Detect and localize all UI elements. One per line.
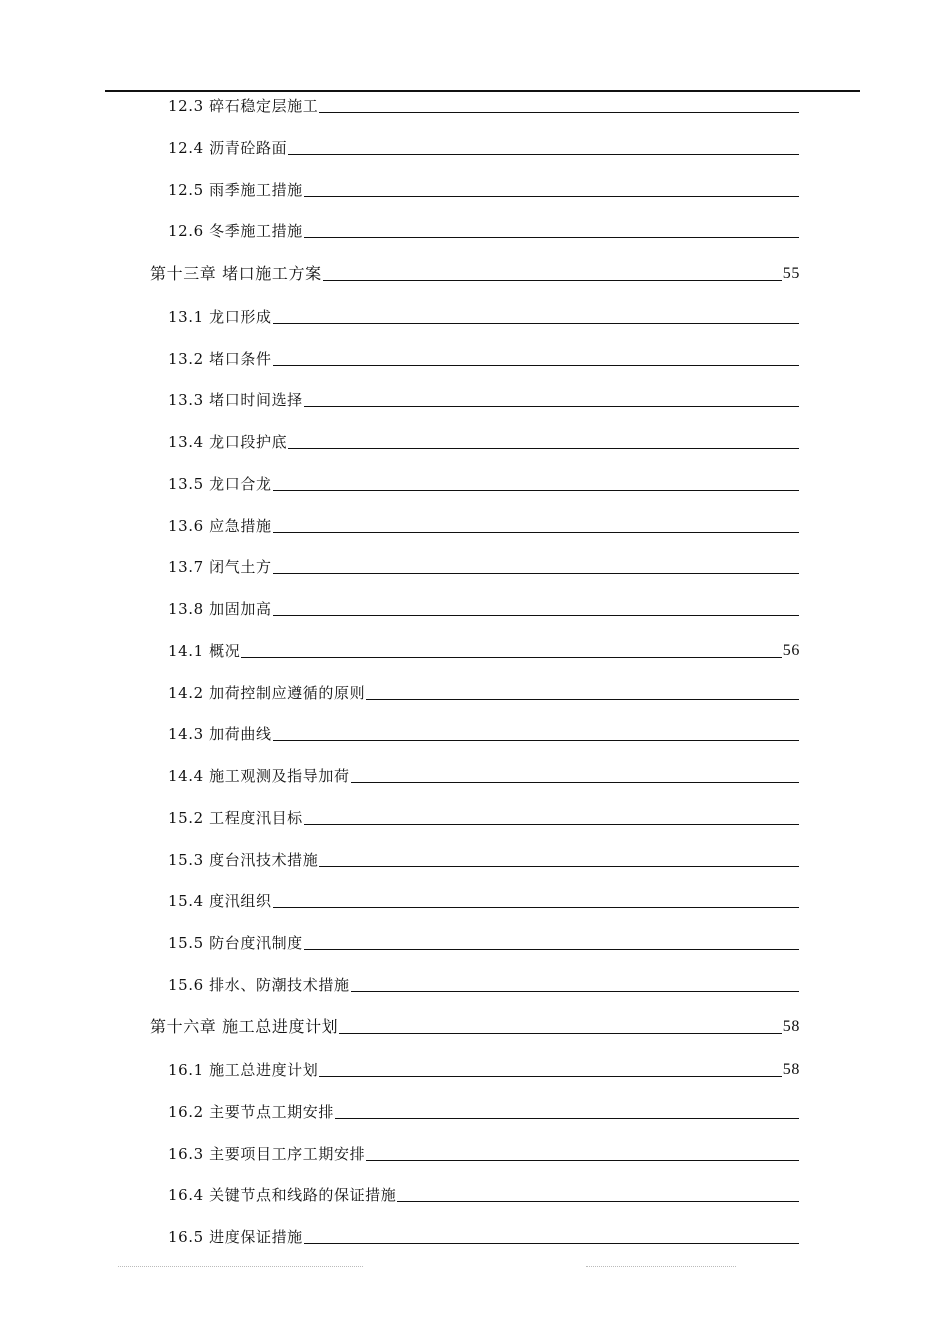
- toc-entry-label: 13.1 龙口形成: [168, 308, 272, 326]
- toc-leader: [304, 195, 799, 197]
- toc-entry[interactable]: [168, 344, 800, 368]
- toc-entry[interactable]: [168, 302, 800, 326]
- toc-entry-page: 58: [782, 1018, 800, 1035]
- toc-leader: [304, 948, 799, 950]
- toc-entry-label: 15.4 度汛组织: [168, 892, 272, 910]
- toc-entry-label: 16.4 关键节点和线路的保证措施: [168, 1186, 397, 1204]
- toc-entry-label: 16.1 施工总进度计划: [168, 1061, 319, 1079]
- toc-leader: [273, 489, 799, 491]
- toc-leader: [319, 1075, 781, 1077]
- toc-chapter-entry[interactable]: [150, 1012, 800, 1036]
- toc-entry-label: 16.3 主要项目工序工期安排: [168, 1145, 366, 1163]
- toc-entry[interactable]: [168, 133, 800, 157]
- toc-leader: [304, 405, 799, 407]
- toc-entry[interactable]: [168, 91, 800, 115]
- toc-entry-label: 14.3 加荷曲线: [168, 725, 272, 743]
- toc-leader: [273, 572, 799, 574]
- toc-entry[interactable]: [168, 511, 800, 535]
- toc-entry-label: 13.3 堵口时间选择: [168, 391, 303, 409]
- toc-entry-label: 14.2 加荷控制应遵循的原则: [168, 684, 366, 702]
- toc-leader: [241, 656, 781, 658]
- toc-entry[interactable]: [168, 970, 800, 994]
- toc-entry-label: 13.7 闭气土方: [168, 558, 272, 576]
- toc-entry[interactable]: [168, 886, 800, 910]
- toc-leader: [304, 1242, 799, 1244]
- toc-entry-label: 13.2 堵口条件: [168, 350, 272, 368]
- toc-entry[interactable]: [168, 1097, 800, 1121]
- toc-entry[interactable]: [168, 803, 800, 827]
- toc-entry[interactable]: [168, 552, 800, 576]
- footer-dotted-rule-left: [118, 1266, 363, 1267]
- toc-entry-label: 12.6 冬季施工措施: [168, 222, 303, 240]
- toc-leader: [335, 1117, 799, 1119]
- toc-leader: [351, 990, 799, 992]
- toc-leader: [273, 906, 799, 908]
- footer-dotted-rule-right: [586, 1266, 736, 1267]
- toc-entry[interactable]: [168, 427, 800, 451]
- toc-entry-label: 14.1 概况: [168, 642, 241, 660]
- toc-entry[interactable]: [168, 175, 800, 199]
- toc-entry[interactable]: [168, 678, 800, 702]
- toc-entry-label: 16.2 主要节点工期安排: [168, 1103, 334, 1121]
- toc-leader: [288, 153, 799, 155]
- toc-leader: [273, 364, 799, 366]
- toc-leader: [366, 698, 799, 700]
- toc-entry-page: 58: [782, 1061, 800, 1078]
- toc-entry-label: 15.3 度台汛技术措施: [168, 851, 319, 869]
- toc-leader: [273, 614, 799, 616]
- toc-entry[interactable]: [168, 1222, 800, 1246]
- toc-entry-label: 第十三章 堵口施工方案: [150, 264, 322, 283]
- toc-entry-label: 12.3 碎石稳定层施工: [168, 97, 319, 115]
- toc-entry-label: 15.6 排水、防潮技术措施: [168, 976, 350, 994]
- toc-entry[interactable]: [168, 1139, 800, 1163]
- toc-entry[interactable]: [168, 845, 800, 869]
- toc-entry-label: 13.8 加固加高: [168, 600, 272, 618]
- toc-entry[interactable]: [168, 385, 800, 409]
- toc-entry-label: 16.5 进度保证措施: [168, 1228, 303, 1246]
- toc-entry-label: 15.5 防台度汛制度: [168, 934, 303, 952]
- toc-leader: [304, 823, 799, 825]
- toc-entry[interactable]: [168, 594, 800, 618]
- toc-chapter-entry[interactable]: [150, 259, 800, 283]
- toc-entry-label: 14.4 施工观测及指导加荷: [168, 767, 350, 785]
- toc-entry-label: 13.4 龙口段护底: [168, 433, 288, 451]
- toc-entry[interactable]: [168, 469, 800, 493]
- toc-leader: [323, 279, 782, 281]
- toc-leader: [397, 1200, 799, 1202]
- toc-entry[interactable]: [168, 928, 800, 952]
- toc-entry[interactable]: [168, 719, 800, 743]
- toc-entry-page: 56: [782, 642, 800, 659]
- toc-entry[interactable]: [168, 1055, 800, 1079]
- toc-leader: [319, 111, 799, 113]
- toc-leader: [366, 1159, 799, 1161]
- toc-leader: [339, 1032, 782, 1034]
- toc-entry[interactable]: [168, 636, 800, 660]
- toc-entry[interactable]: [168, 761, 800, 785]
- toc-leader: [319, 865, 799, 867]
- toc-leader: [351, 781, 799, 783]
- toc-leader: [304, 236, 799, 238]
- toc-leader: [273, 739, 799, 741]
- toc-entry[interactable]: [168, 1180, 800, 1204]
- toc-entry-label: 12.4 沥青砼路面: [168, 139, 288, 157]
- toc-entry-label: 13.6 应急措施: [168, 517, 272, 535]
- toc-entry-label: 13.5 龙口合龙: [168, 475, 272, 493]
- toc-entry-label: 第十六章 施工总进度计划: [150, 1017, 339, 1036]
- toc-entry-label: 15.2 工程度汛目标: [168, 809, 303, 827]
- toc-entry[interactable]: [168, 216, 800, 240]
- toc-leader: [273, 322, 799, 324]
- toc-leader: [288, 447, 799, 449]
- toc-leader: [273, 531, 799, 533]
- toc-entry-label: 12.5 雨季施工措施: [168, 181, 303, 199]
- toc-entry-page: 55: [782, 265, 800, 282]
